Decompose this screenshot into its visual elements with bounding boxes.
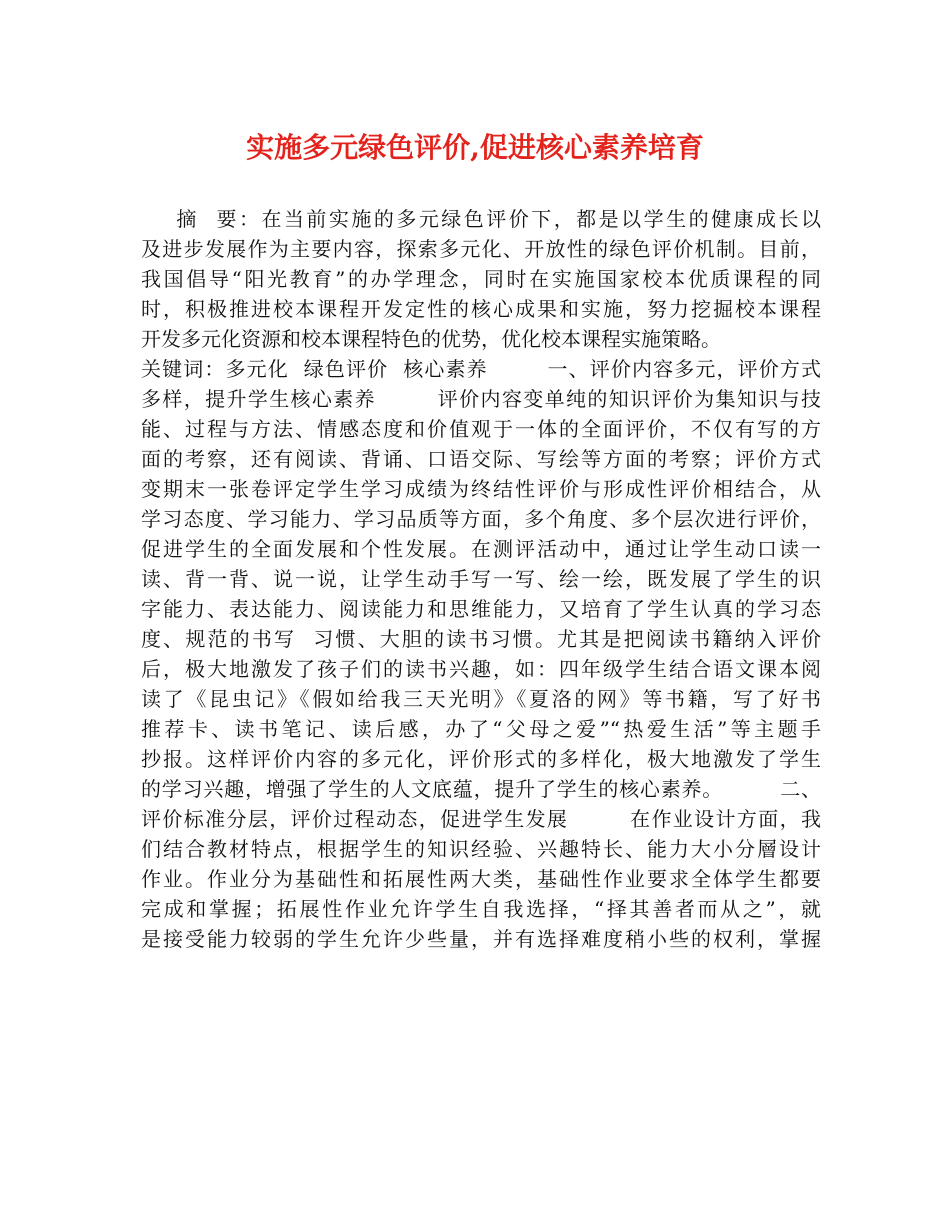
body-text-line: 推荐卡、读书笔记、读后感，办了“父母之爱”“热爱生活”等主题手 bbox=[141, 717, 821, 741]
document-body bbox=[141, 204, 821, 954]
body-text-line: 评价标准分层，评价过程动态，促进学生发展 在作业设计方面，我 bbox=[141, 807, 821, 831]
body-text-line: 时，积极推进校本课程开发定性的核心成果和实施，努力挖掘校本课程 bbox=[141, 297, 821, 321]
body-text-line: 读了《昆虫记》《假如给我三天光明》《夏洛的网》等书籍，写了好书 bbox=[141, 687, 821, 711]
body-text-line: 读、背一背、说一说，让学生动手写一写、绘一绘，既发展了学生的识 bbox=[141, 567, 821, 591]
body-text-line: 变期末一张卷评定学生学习成绩为终结性评价与形成性评价相结合，从 bbox=[141, 477, 821, 501]
body-text-line: 开发多元化资源和校本课程特色的优势，优化校本课程实施策略。 bbox=[141, 327, 721, 351]
body-text-line: 多样，提升学生核心素养 评价内容变单纯的知识评价为集知识与技 bbox=[141, 387, 821, 411]
body-text-line: 关键词：多元化 绿色评价 核心素养 一、评价内容多元，评价方式 bbox=[141, 357, 821, 381]
body-text-line: 是接受能力较弱的学生允许少些量，并有选择难度稍小些的权利，掌握 bbox=[141, 927, 821, 951]
body-text-line: 的学习兴趣，增强了学生的人文底蕴，提升了学生的核心素养。 二、 bbox=[141, 777, 821, 801]
body-text-line: 面的考察，还有阅读、背诵、口语交际、写绘等方面的考察；评价方式 bbox=[141, 447, 821, 471]
body-text-line: 们结合教材特点，根据学生的知识经验、兴趣特长、能力大小分層设计 bbox=[141, 837, 821, 861]
body-text-line: 作业。作业分为基础性和拓展性两大类，基础性作业要求全体学生都要 bbox=[141, 867, 821, 891]
body-text-line: 完成和掌握；拓展性作业允许学生自我选择，“择其善者而从之”，就 bbox=[141, 897, 821, 921]
body-text-line: 及进步发展作为主要内容，探索多元化、开放性的绿色评价机制。目前， bbox=[141, 237, 821, 261]
body-text-line: 能、过程与方法、情感态度和价值观于一体的全面评价，不仅有写的方 bbox=[141, 417, 821, 441]
body-text-line: 抄报。这样评价内容的多元化，评价形式的多样化，极大地激发了学生 bbox=[141, 747, 821, 771]
body-text-line: 后，极大地激发了孩子们的读书兴趣，如：四年级学生结合语文课本阅 bbox=[141, 657, 821, 681]
body-text-line: 学习态度、学习能力、学习品质等方面，多个角度、多个层次进行评价， bbox=[141, 507, 821, 531]
document-title: 实施多元绿色评价,促进核心素养培育 bbox=[246, 131, 704, 164]
body-text-line: 促进学生的全面发展和个性发展。在测评活动中，通过让学生动口读一 bbox=[141, 537, 821, 561]
body-text-line: 摘 要：在当前实施的多元绿色评价下，都是以学生的健康成长以 bbox=[141, 207, 821, 231]
body-text-line: 度、规范的书写 习惯、大胆的读书习惯。尤其是把阅读书籍纳入评价 bbox=[141, 627, 821, 651]
body-text-line: 我国倡导“阳光教育”的办学理念，同时在实施国家校本优质课程的同 bbox=[141, 267, 821, 291]
body-text-line: 字能力、表达能力、阅读能力和思维能力，又培育了学生认真的学习态 bbox=[141, 597, 821, 621]
